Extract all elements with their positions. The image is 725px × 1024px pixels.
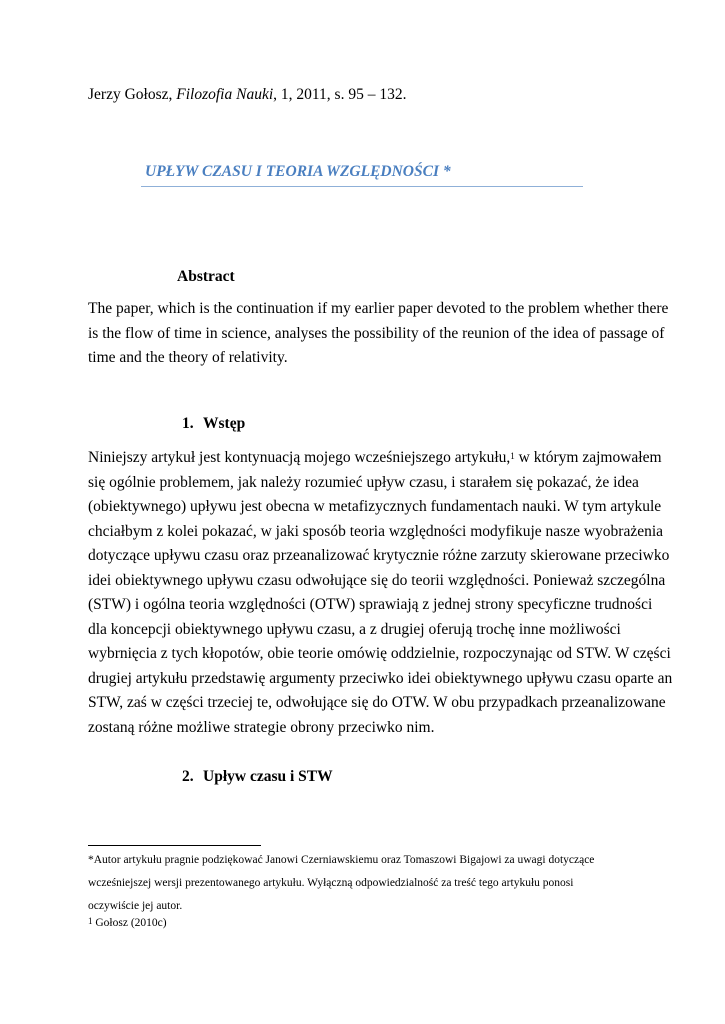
citation-journal: Filozofia Nauki — [176, 86, 274, 103]
footnote-number: 1 — [88, 916, 93, 926]
abstract-text — [88, 297, 669, 371]
body-line: STW, zaś w części trzeciej te, odwołujące się do OTW. W obu przypadkach przeanalizowane — [88, 694, 666, 711]
body-paragraph — [88, 446, 673, 740]
citation-details: , 1, 2011, s. 95 – 132. — [273, 86, 407, 103]
footnote-reference[interactable]: 1 — [510, 451, 515, 461]
footnote-line: *Autor artykułu pragnie podziękować Janowi Czerniawskiemu oraz Tomaszowi Bigajowi za uwagi dotyczące — [88, 854, 595, 866]
body-line: chciałbym z kolei pokazać, w jaki sposób teoria względności modyfikuje nasze wyobrażenia — [88, 522, 664, 540]
abstract-heading: Abstract — [177, 268, 235, 285]
footnote-line: wcześniejszej wersji prezentowanego artykułu. Wyłączną odpowiedzialność za treść tego artykułu ponosi — [88, 877, 574, 889]
section-title: Wstęp — [203, 415, 246, 432]
body-line: się ogólnie problemem, jak należy rozumieć upływ czasu, i starałem się pokazać, że idea — [88, 473, 639, 491]
body-text-fragment: Niniejszy artykuł jest kontynuacją mojego wcześniejszego artykułu, — [88, 449, 511, 466]
body-line: (STW) i ogólna teoria względności (OTW) sprawiają z jednej strony specyficzne trudności — [88, 596, 653, 613]
body-line: drugiej artykułu przedstawię argumenty przeciwko idei obiektywnego upływu czasu oparte an — [88, 669, 673, 687]
body-line: idei obiektywnego upływu czasu odwołujące się do teorii względności. Ponieważ szczególna — [88, 571, 666, 589]
abstract-line: time and the theory of relativity. — [88, 349, 288, 366]
body-line — [88, 446, 662, 471]
section-number: 2. — [182, 768, 194, 785]
footnote-separator — [88, 845, 261, 846]
citation-author: Jerzy Gołosz, — [88, 86, 177, 103]
body-line: dla koncepcji obiektywnego upływu czasu, a z drugiej oferują trochę inne możliwości — [88, 620, 621, 638]
paper-title: UPŁYW CZASU I TEORIA WZGLĘDNOŚCI * — [145, 163, 451, 180]
section-title: Upływ czasu i STW — [203, 768, 333, 785]
footnote-1 — [88, 912, 648, 935]
citation-line — [88, 86, 406, 104]
body-line: wybrnięcia z tych kłopotów, obie teorie omówię oddzielnie, rozpoczynając od STW. W części — [88, 645, 671, 662]
body-line: dotyczące upływu czasu oraz przeanalizować krytycznie różne zarzuty skierowane przeciwko — [88, 547, 670, 564]
footnote-text: Gołosz (2010c) — [92, 917, 167, 929]
title-underline — [141, 186, 583, 187]
section-number: 1. — [182, 415, 194, 432]
abstract-line: is the flow of time in science, analyses the possibility of the reunion of the idea of passage of — [88, 324, 665, 342]
section-heading-1 — [182, 415, 245, 433]
abstract-line: The paper, which is the continuation if my earlier paper devoted to the problem whether there — [88, 300, 669, 317]
body-line: zostaną różne możliwe strategie obrony przeciwko nim. — [88, 718, 435, 736]
body-line: (obiektywnego) upływu jest obecna w metafizycznych fundamentach nauki. W tym artykule — [88, 498, 662, 515]
footnote-line: oczywiście jej autor. — [88, 900, 183, 912]
body-text-fragment: w którym zajmowałem — [514, 449, 662, 466]
section-heading-2 — [182, 768, 333, 786]
footnote-star — [88, 849, 648, 918]
